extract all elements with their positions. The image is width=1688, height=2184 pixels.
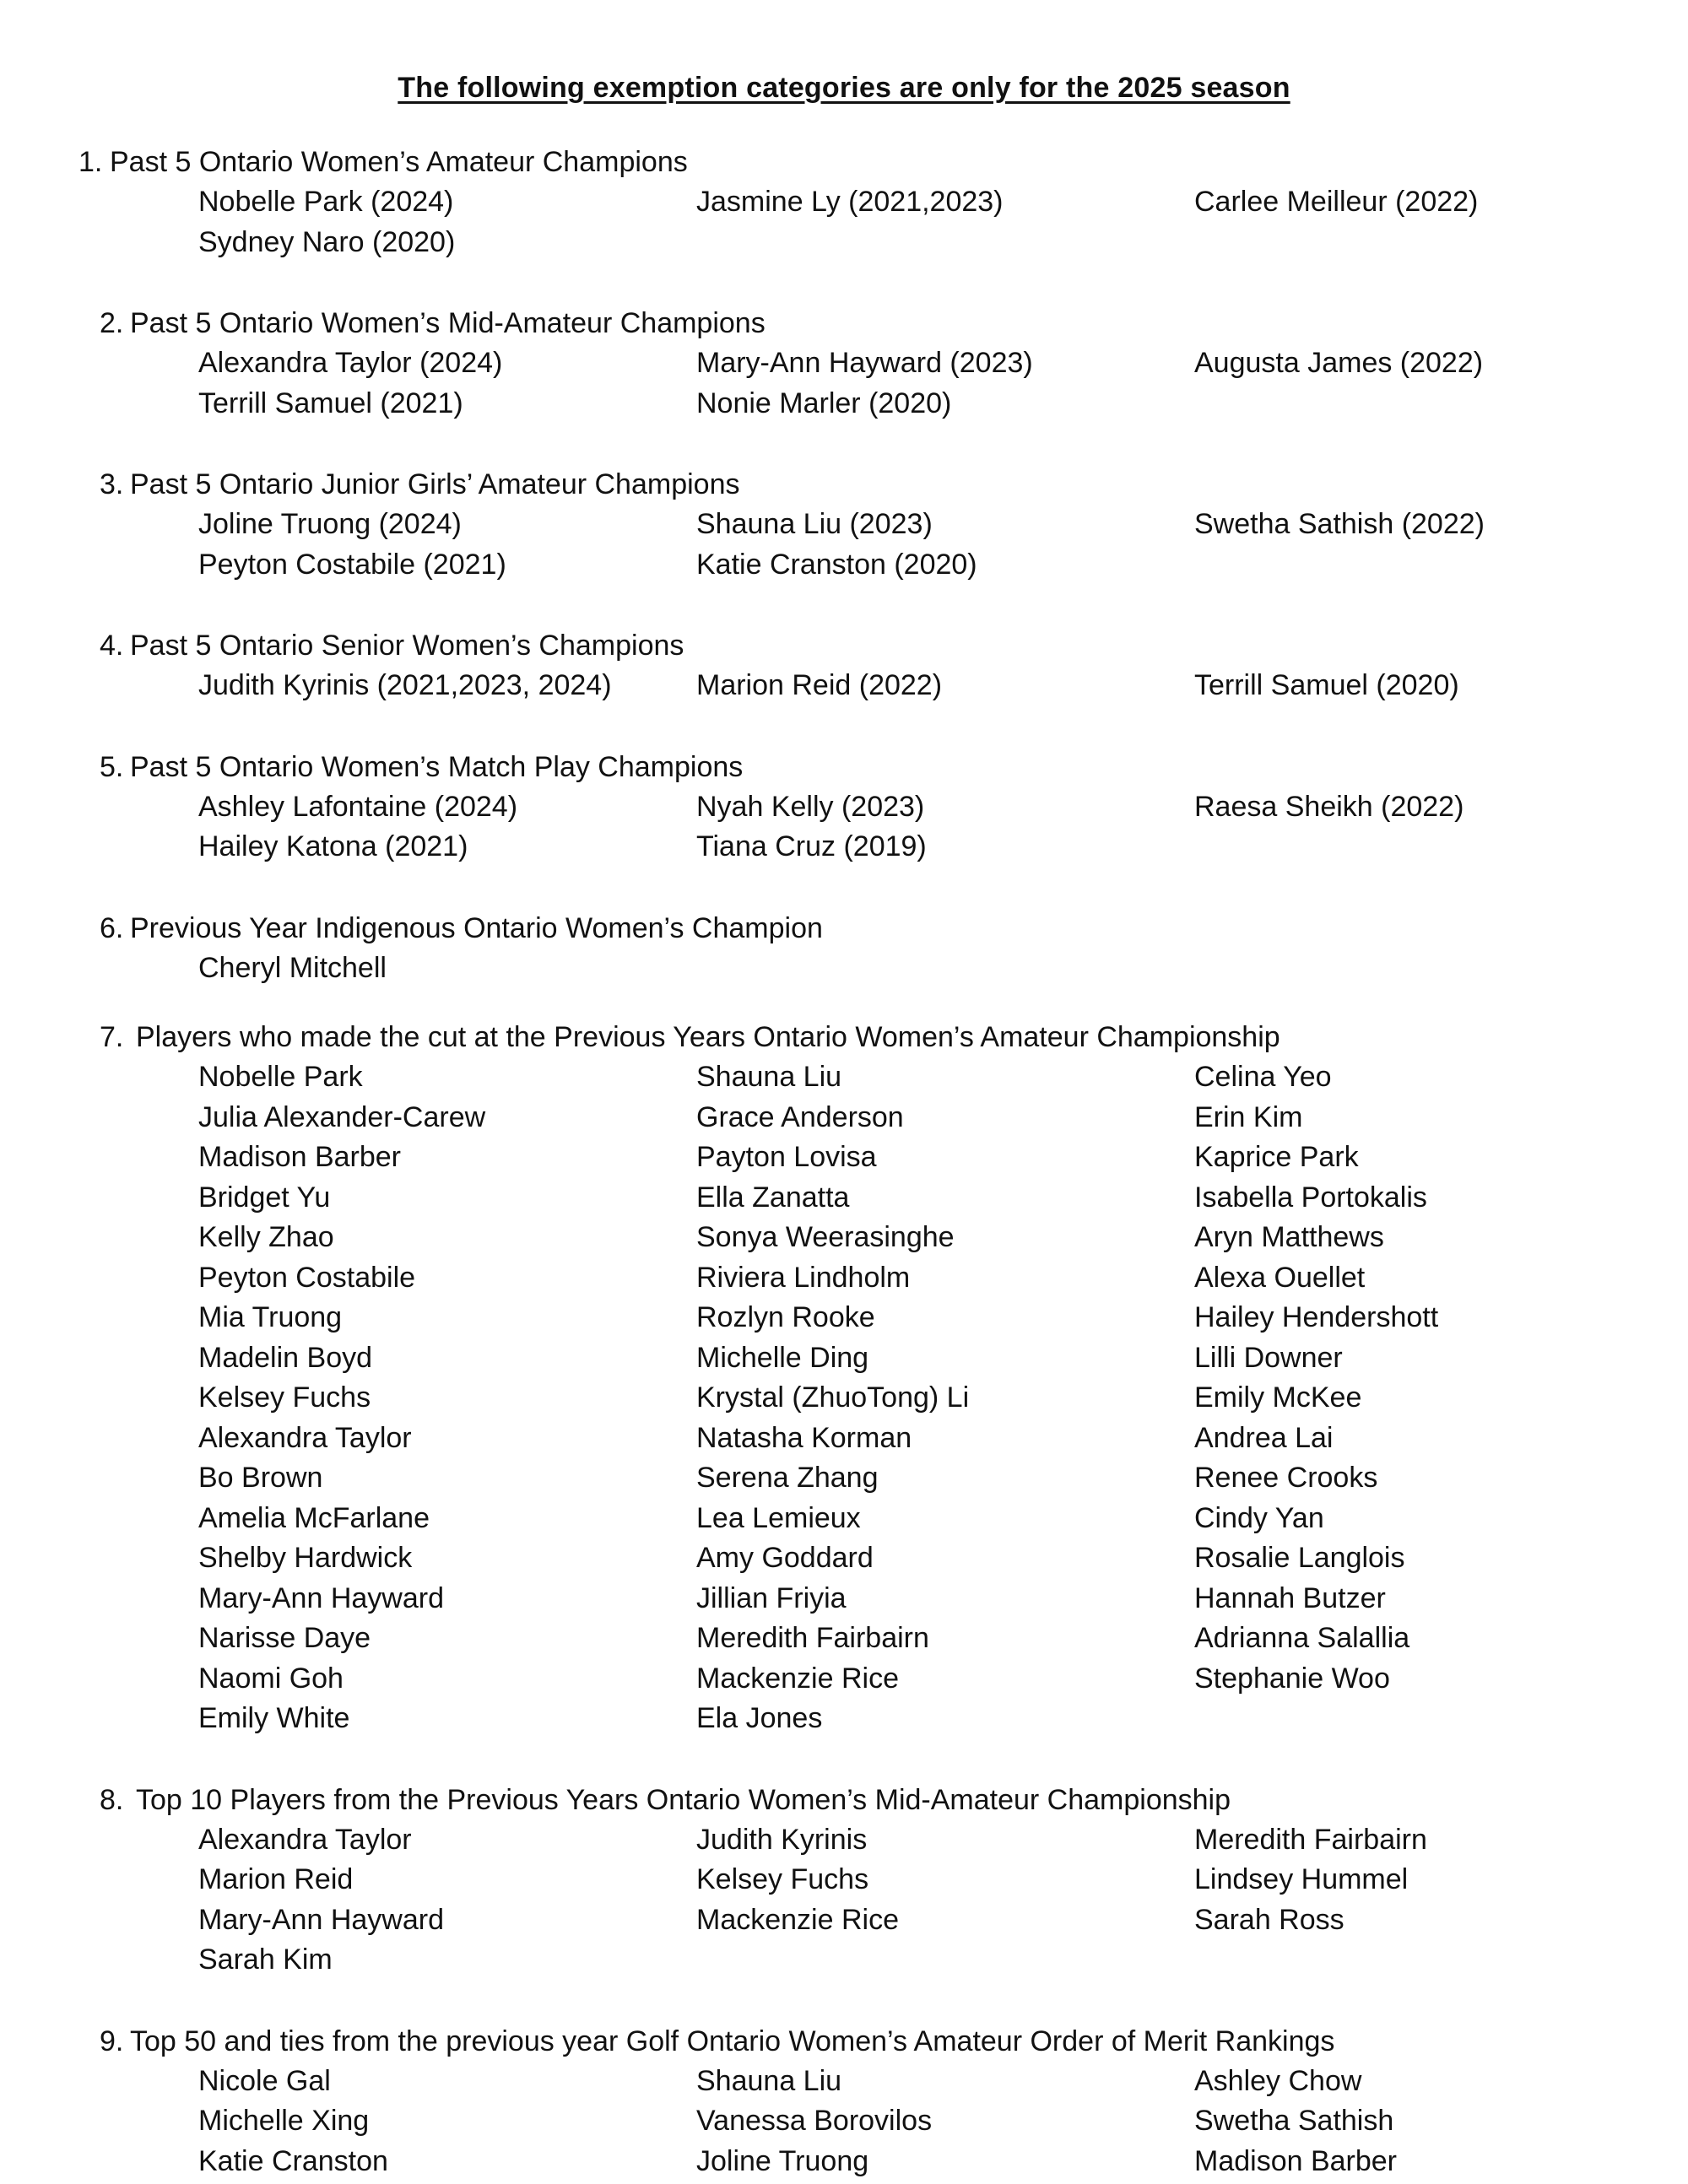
player-name: Shauna Liu (2023) xyxy=(696,508,933,540)
player-name: Joline Truong (2024) xyxy=(198,508,462,540)
category-heading xyxy=(0,908,1688,949)
player-name: Jillian Friyia xyxy=(696,1581,847,1614)
player-name: Mary-Ann Hayward xyxy=(198,1581,444,1614)
category-heading xyxy=(0,625,1688,666)
exemption-category xyxy=(0,625,1688,706)
player-name: Marion Reid xyxy=(198,1863,354,1895)
exemption-category xyxy=(0,2021,1688,2182)
player-name: Cheryl Mitchell xyxy=(198,951,387,984)
category-title: Top 10 Players from the Previous Years Ontario Women’s Mid-Amateur Championship xyxy=(136,1783,1231,1816)
player-name: Tiana Cruz (2019) xyxy=(696,830,927,862)
player-name: Mackenzie Rice xyxy=(696,1662,899,1695)
player-name: Lindsey Hummel xyxy=(1194,1863,1409,1895)
category-number: 2. xyxy=(100,307,124,339)
category-title: Past 5 Ontario Junior Girls’ Amateur Champions xyxy=(130,468,740,500)
player-name: Serena Zhang xyxy=(696,1462,879,1494)
player-list xyxy=(198,666,1688,706)
player-name: Nicole Gal xyxy=(198,2064,331,2097)
category-heading xyxy=(0,303,1688,343)
player-name: Hailey Katona (2021) xyxy=(198,830,468,862)
category-number: 4. xyxy=(100,630,124,662)
player-name: Peyton Costabile (2021) xyxy=(198,548,506,581)
player-name: Michelle Ding xyxy=(696,1341,869,1374)
category-number: 8. xyxy=(100,1783,124,1816)
exemption-category xyxy=(0,142,1688,262)
exemption-category xyxy=(0,1780,1688,1981)
player-name: Renee Crooks xyxy=(1194,1462,1378,1494)
player-name: Aryn Matthews xyxy=(1194,1221,1384,1253)
player-name: Meredith Fairbairn xyxy=(696,1622,929,1654)
category-title: Past 5 Ontario Women’s Mid-Amateur Champions xyxy=(130,307,766,339)
player-name: Sydney Naro (2020) xyxy=(198,225,456,258)
category-number: 3. xyxy=(100,468,124,500)
player-name: Alexandra Taylor xyxy=(198,1421,412,1454)
player-name: Amy Goddard xyxy=(696,1542,874,1574)
player-name: Peyton Costabile xyxy=(198,1261,416,1294)
category-heading xyxy=(0,2021,1688,2062)
player-name: Marion Reid (2022) xyxy=(696,669,943,701)
player-name: Adrianna Salallia xyxy=(1194,1622,1410,1654)
player-name: Alexandra Taylor xyxy=(198,1823,412,1856)
player-list xyxy=(198,343,1688,424)
category-number: 5. xyxy=(100,750,124,783)
exemption-category xyxy=(0,747,1688,868)
category-heading xyxy=(0,1017,1688,1057)
player-name: Bridget Yu xyxy=(198,1181,331,1214)
category-title: Past 5 Ontario Senior Women’s Champions xyxy=(130,630,684,662)
player-name: Lilli Downer xyxy=(1194,1341,1343,1374)
player-name: Meredith Fairbairn xyxy=(1194,1823,1427,1856)
player-name: Shauna Liu xyxy=(696,2064,842,2097)
player-name: Shauna Liu xyxy=(696,1061,842,1093)
player-name: Ela Jones xyxy=(696,1702,823,1734)
exemption-categories xyxy=(0,142,1688,2181)
player-name: Carlee Meilleur (2022) xyxy=(1194,186,1479,218)
player-name: Ashley Chow xyxy=(1194,2064,1362,2097)
category-title: Top 50 and ties from the previous year Golf Ontario Women’s Amateur Order of Merit Rankings xyxy=(130,2025,1335,2057)
player-name: Cindy Yan xyxy=(1194,1501,1324,1534)
player-name: Augusta James (2022) xyxy=(1194,347,1484,379)
player-name: Raesa Sheikh (2022) xyxy=(1194,790,1464,823)
category-number: 9. xyxy=(100,2025,124,2057)
category-title: Past 5 Ontario Women’s Match Play Champions xyxy=(130,750,744,783)
category-number: 7. xyxy=(100,1021,124,1053)
player-name: Nonie Marler (2020) xyxy=(696,387,952,419)
player-list xyxy=(198,182,1688,262)
category-heading xyxy=(0,747,1688,787)
player-name: Naomi Goh xyxy=(198,1662,344,1695)
player-name: Emily McKee xyxy=(1194,1381,1362,1414)
player-name: Rozlyn Rooke xyxy=(696,1301,875,1333)
player-name: Jasmine Ly (2021,2023) xyxy=(696,186,1004,218)
player-list xyxy=(198,1820,1688,1981)
player-name: Payton Lovisa xyxy=(696,1141,877,1173)
player-name: Lea Lemieux xyxy=(696,1501,861,1534)
player-name: Nyah Kelly (2023) xyxy=(696,790,925,823)
player-name: Mary-Ann Hayward (2023) xyxy=(696,347,1033,379)
category-heading xyxy=(0,464,1688,505)
player-name: Swetha Sathish (2022) xyxy=(1194,508,1485,540)
player-name: Sarah Kim xyxy=(198,1943,333,1976)
player-name: Hailey Hendershott xyxy=(1194,1301,1439,1333)
category-heading xyxy=(0,1780,1688,1820)
player-name: Kaprice Park xyxy=(1194,1141,1359,1173)
player-name: Kelsey Fuchs xyxy=(696,1863,869,1895)
player-name: Sarah Ross xyxy=(1194,1903,1344,1936)
player-name: Terrill Samuel (2020) xyxy=(1194,669,1459,701)
player-name: Grace Anderson xyxy=(696,1100,904,1133)
player-name: Hannah Butzer xyxy=(1194,1581,1386,1614)
exemption-category xyxy=(0,1017,1688,1739)
exemption-category xyxy=(0,908,1688,989)
player-name: Madison Barber xyxy=(1194,2144,1398,2177)
category-title: Previous Year Indigenous Ontario Women’s Champion xyxy=(130,911,823,944)
player-name: Isabella Portokalis xyxy=(1194,1181,1427,1214)
player-name: Celina Yeo xyxy=(1194,1061,1332,1093)
player-name: Sonya Weerasinghe xyxy=(696,1221,955,1253)
player-list xyxy=(198,2062,1688,2182)
category-number: 6. xyxy=(100,911,124,944)
player-name: Katie Cranston xyxy=(198,2144,388,2177)
player-name: Mia Truong xyxy=(198,1301,343,1333)
player-name: Swetha Sathish xyxy=(1194,2105,1394,2137)
player-name: Nobelle Park (2024) xyxy=(198,186,454,218)
player-list xyxy=(198,787,1688,868)
player-name: Julia Alexander-Carew xyxy=(198,1100,486,1133)
page-title: The following exemption categories are only for the 2025 season xyxy=(398,72,1290,104)
player-name: Judith Kyrinis (2021,2023, 2024) xyxy=(198,669,612,701)
player-name: Ashley Lafontaine (2024) xyxy=(198,790,518,823)
player-name: Natasha Korman xyxy=(696,1421,912,1454)
player-name: Judith Kyrinis xyxy=(696,1823,868,1856)
player-name: Amelia McFarlane xyxy=(198,1501,430,1534)
player-name: Stephanie Woo xyxy=(1194,1662,1390,1695)
player-name: Rosalie Langlois xyxy=(1194,1542,1405,1574)
player-name: Joline Truong xyxy=(696,2144,869,2177)
player-name: Alexa Ouellet xyxy=(1194,1261,1366,1294)
player-name: Kelsey Fuchs xyxy=(198,1381,371,1414)
player-name: Ella Zanatta xyxy=(696,1181,850,1214)
player-name: Erin Kim xyxy=(1194,1100,1303,1133)
exemption-category xyxy=(0,464,1688,585)
player-name: Alexandra Taylor (2024) xyxy=(198,347,503,379)
category-heading xyxy=(0,142,1688,182)
player-name: Bo Brown xyxy=(198,1462,323,1494)
player-name: Terrill Samuel (2021) xyxy=(198,387,463,419)
category-title: Players who made the cut at the Previous Years Ontario Women’s Amateur Championship xyxy=(136,1021,1280,1053)
player-name: Nobelle Park xyxy=(198,1061,363,1093)
player-name: Shelby Hardwick xyxy=(198,1542,413,1574)
player-name: Narisse Daye xyxy=(198,1622,371,1654)
player-name: Krystal (ZhuoTong) Li xyxy=(696,1381,970,1414)
player-name: Mary-Ann Hayward xyxy=(198,1903,444,1936)
player-list xyxy=(198,949,1688,989)
player-name: Michelle Xing xyxy=(198,2105,370,2137)
player-name: Emily White xyxy=(198,1702,350,1734)
category-title: Past 5 Ontario Women’s Amateur Champions xyxy=(110,146,688,178)
exemption-category xyxy=(0,303,1688,424)
player-name: Andrea Lai xyxy=(1194,1421,1334,1454)
player-list xyxy=(198,1057,1688,1739)
category-number: 1. xyxy=(78,146,103,178)
player-name: Vanessa Borovilos xyxy=(696,2105,933,2137)
player-name: Madison Barber xyxy=(198,1141,402,1173)
player-name: Madelin Boyd xyxy=(198,1341,373,1374)
player-name: Mackenzie Rice xyxy=(696,1903,899,1936)
player-list xyxy=(198,505,1688,585)
player-name: Kelly Zhao xyxy=(198,1221,334,1253)
player-name: Katie Cranston (2020) xyxy=(696,548,977,581)
player-name: Riviera Lindholm xyxy=(696,1261,911,1294)
